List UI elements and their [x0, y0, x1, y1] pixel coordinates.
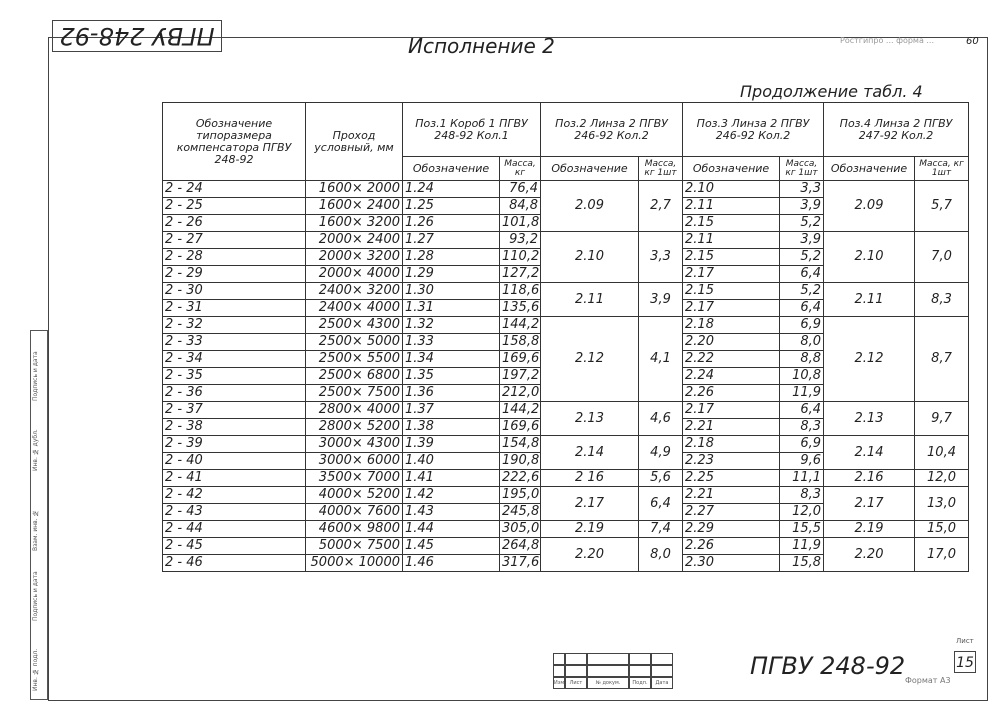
table-row — [163, 487, 969, 504]
pos2-mass: 3,3 — [639, 232, 683, 283]
pos1-designation: 1.36 — [403, 385, 500, 402]
pos3-designation: 2.11 — [683, 198, 780, 215]
table-row — [163, 538, 969, 555]
nominal-passage: 3500× 7000 — [306, 470, 403, 487]
table-row — [163, 181, 969, 198]
pos1-designation: 1.33 — [403, 334, 500, 351]
typesize-code: 2 - 38 — [163, 419, 306, 436]
top-right-note: Ростгипро ... форма ... — [840, 36, 935, 45]
pos1-designation: 1.43 — [403, 504, 500, 521]
pos3-mass: 3,9 — [780, 232, 824, 249]
pos1-mass: 144,2 — [500, 402, 541, 419]
table-continuation-label: Продолжение табл. 4 — [740, 82, 923, 101]
pos1-designation: 1.46 — [403, 555, 500, 572]
side-label-signature-1: Подпись и дата — [32, 571, 39, 621]
pos2-designation: 2.14 — [541, 436, 639, 470]
typesize-code: 2 - 28 — [163, 249, 306, 266]
pos1-designation: 1.38 — [403, 419, 500, 436]
pos2-mass: 3,9 — [639, 283, 683, 317]
nominal-passage: 4000× 5200 — [306, 487, 403, 504]
pos4-designation: 2.09 — [824, 181, 915, 232]
pos3-mass: 15,5 — [780, 521, 824, 538]
typesize-code: 2 - 45 — [163, 538, 306, 555]
pos1-designation: 1.44 — [403, 521, 500, 538]
side-label-vzam-inv: Взам. инв. № — [32, 509, 39, 551]
pos4-mass: 9,7 — [915, 402, 969, 436]
table-row — [163, 470, 969, 487]
pos3-mass: 3,9 — [780, 198, 824, 215]
pos2-designation: 2.11 — [541, 283, 639, 317]
pos1-designation: 1.34 — [403, 351, 500, 368]
nominal-passage: 2800× 5200 — [306, 419, 403, 436]
header-pos4-mass: Масса, кг 1шт — [915, 157, 969, 181]
pos1-mass: 190,8 — [500, 453, 541, 470]
nominal-passage: 2000× 4000 — [306, 266, 403, 283]
pos3-mass: 6,9 — [780, 317, 824, 334]
nominal-passage: 3000× 4300 — [306, 436, 403, 453]
pos2-designation: 2 16 — [541, 470, 639, 487]
pos1-mass: 264,8 — [500, 538, 541, 555]
pos2-designation: 2.12 — [541, 317, 639, 402]
pos1-mass: 144,2 — [500, 317, 541, 334]
pos4-mass: 8,7 — [915, 317, 969, 402]
stamp-doc-number: № докум. — [587, 677, 629, 689]
header-pos2: Поз.2 Линза 2 ПГВУ 246-92 Кол.2 — [541, 103, 683, 157]
pos4-mass: 7,0 — [915, 232, 969, 283]
typesize-code: 2 - 25 — [163, 198, 306, 215]
pos1-mass: 118,6 — [500, 283, 541, 300]
typesize-code: 2 - 33 — [163, 334, 306, 351]
pos2-mass: 4,6 — [639, 402, 683, 436]
pos3-designation: 2.21 — [683, 487, 780, 504]
header-pos2-mass: Масса, кг 1шт — [639, 157, 683, 181]
header-pos4-designation: Обозначение — [824, 157, 915, 181]
pos2-designation: 2.17 — [541, 487, 639, 521]
pos3-designation: 2.24 — [683, 368, 780, 385]
table-row — [163, 232, 969, 249]
nominal-passage: 1600× 3200 — [306, 215, 403, 232]
page-heading: Исполнение 2 — [408, 34, 555, 58]
header-pos3-designation: Обозначение — [683, 157, 780, 181]
pos4-mass: 12,0 — [915, 470, 969, 487]
pos3-mass: 5,2 — [780, 249, 824, 266]
pos1-designation: 1.26 — [403, 215, 500, 232]
pos3-designation: 2.25 — [683, 470, 780, 487]
pos1-mass: 84,8 — [500, 198, 541, 215]
pos1-mass: 76,4 — [500, 181, 541, 198]
typesize-code: 2 - 37 — [163, 402, 306, 419]
bottom-document-code: ПГВУ 248-92 — [750, 652, 906, 680]
pos3-designation: 2.26 — [683, 538, 780, 555]
nominal-passage: 4600× 9800 — [306, 521, 403, 538]
pos1-mass: 158,8 — [500, 334, 541, 351]
typesize-code: 2 - 29 — [163, 266, 306, 283]
pos3-mass: 3,3 — [780, 181, 824, 198]
pos1-mass: 197,2 — [500, 368, 541, 385]
pos4-designation: 2.11 — [824, 283, 915, 317]
typesize-code: 2 - 46 — [163, 555, 306, 572]
header-pos1: Поз.1 Короб 1 ПГВУ 248-92 Кол.1 — [403, 103, 541, 157]
pos3-designation: 2.15 — [683, 215, 780, 232]
typesize-code: 2 - 32 — [163, 317, 306, 334]
left-margin-strip — [30, 330, 48, 700]
pos3-mass: 11,9 — [780, 538, 824, 555]
pos2-mass: 5,6 — [639, 470, 683, 487]
title-block-stamp — [553, 653, 703, 689]
stamp-signature: Подп. — [629, 677, 651, 689]
pos1-mass: 101,8 — [500, 215, 541, 232]
pos1-designation: 1.27 — [403, 232, 500, 249]
nominal-passage: 2000× 2400 — [306, 232, 403, 249]
pos1-designation: 1.31 — [403, 300, 500, 317]
pos1-mass: 169,6 — [500, 351, 541, 368]
pos1-mass: 305,0 — [500, 521, 541, 538]
pos1-mass: 212,0 — [500, 385, 541, 402]
pos3-mass: 6,9 — [780, 436, 824, 453]
typesize-code: 2 - 36 — [163, 385, 306, 402]
pos4-designation: 2.17 — [824, 487, 915, 521]
pos3-mass: 6,4 — [780, 402, 824, 419]
sheet-number: 15 — [954, 651, 976, 673]
pos3-designation: 2.26 — [683, 385, 780, 402]
pos3-designation: 2.18 — [683, 436, 780, 453]
pos2-mass: 7,4 — [639, 521, 683, 538]
pos2-designation: 2.19 — [541, 521, 639, 538]
pos3-mass: 8,3 — [780, 419, 824, 436]
nominal-passage: 2500× 4300 — [306, 317, 403, 334]
pos3-mass: 8,3 — [780, 487, 824, 504]
table-row — [163, 402, 969, 419]
stamp-date: Дата — [651, 677, 673, 689]
typesize-code: 2 - 44 — [163, 521, 306, 538]
pos3-mass: 6,4 — [780, 300, 824, 317]
pos3-designation: 2.11 — [683, 232, 780, 249]
pos1-designation: 1.40 — [403, 453, 500, 470]
table-row — [163, 283, 969, 300]
pos3-designation: 2.17 — [683, 300, 780, 317]
nominal-passage: 2400× 4000 — [306, 300, 403, 317]
pos4-mass: 15,0 — [915, 521, 969, 538]
pos3-mass: 15,8 — [780, 555, 824, 572]
pos1-designation: 1.24 — [403, 181, 500, 198]
pos3-mass: 5,2 — [780, 283, 824, 300]
pos3-mass: 11,1 — [780, 470, 824, 487]
typesize-code: 2 - 31 — [163, 300, 306, 317]
pos4-designation: 2.10 — [824, 232, 915, 283]
typesize-code: 2 - 39 — [163, 436, 306, 453]
specification-table — [162, 102, 969, 572]
pos1-mass: 317,6 — [500, 555, 541, 572]
typesize-code: 2 - 40 — [163, 453, 306, 470]
nominal-passage: 3000× 6000 — [306, 453, 403, 470]
typesize-code: 2 - 24 — [163, 181, 306, 198]
header-pos3-mass: Масса, кг 1шт — [780, 157, 824, 181]
pos3-designation: 2.20 — [683, 334, 780, 351]
pos3-designation: 2.29 — [683, 521, 780, 538]
pos4-designation: 2.12 — [824, 317, 915, 402]
typesize-code: 2 - 26 — [163, 215, 306, 232]
pos4-designation: 2.16 — [824, 470, 915, 487]
table-body — [163, 181, 969, 572]
pos1-mass: 195,0 — [500, 487, 541, 504]
nominal-passage: 2500× 5500 — [306, 351, 403, 368]
pos4-designation: 2.19 — [824, 521, 915, 538]
typesize-code: 2 - 27 — [163, 232, 306, 249]
pos1-designation: 1.30 — [403, 283, 500, 300]
typesize-code: 2 - 34 — [163, 351, 306, 368]
pos2-mass: 6,4 — [639, 487, 683, 521]
typesize-code: 2 - 43 — [163, 504, 306, 521]
side-label-inv-dubl: Инв. № дубл. — [32, 429, 39, 471]
side-label-inv-podl: Инв. № подл. — [32, 648, 39, 691]
pos3-mass: 10,8 — [780, 368, 824, 385]
pos1-designation: 1.39 — [403, 436, 500, 453]
pos3-designation: 2.15 — [683, 283, 780, 300]
pos4-designation: 2.14 — [824, 436, 915, 470]
typesize-code: 2 - 41 — [163, 470, 306, 487]
pos3-mass: 8,8 — [780, 351, 824, 368]
pos3-designation: 2.23 — [683, 453, 780, 470]
pos3-designation: 2.21 — [683, 419, 780, 436]
pos3-mass: 5,2 — [780, 215, 824, 232]
pos1-designation: 1.37 — [403, 402, 500, 419]
typesize-code: 2 - 30 — [163, 283, 306, 300]
pos1-designation: 1.32 — [403, 317, 500, 334]
pos2-mass: 4,9 — [639, 436, 683, 470]
pos4-designation: 2.20 — [824, 538, 915, 572]
stamp-izm: Изм. — [553, 677, 565, 689]
pos4-mass: 8,3 — [915, 283, 969, 317]
pos1-designation: 1.41 — [403, 470, 500, 487]
header-designation-typesize: Обозначение типоразмера компенсатора ПГВУ 248-92 — [163, 103, 306, 181]
header-pos1-designation: Обозначение — [403, 157, 500, 181]
table-row — [163, 436, 969, 453]
pos2-designation: 2.10 — [541, 232, 639, 283]
pos1-designation: 1.35 — [403, 368, 500, 385]
pos2-mass: 2,7 — [639, 181, 683, 232]
pos3-designation: 2.15 — [683, 249, 780, 266]
nominal-passage: 2000× 3200 — [306, 249, 403, 266]
pos1-mass: 135,6 — [500, 300, 541, 317]
pos3-designation: 2.27 — [683, 504, 780, 521]
pos1-mass: 127,2 — [500, 266, 541, 283]
nominal-passage: 4000× 7600 — [306, 504, 403, 521]
table-row — [163, 317, 969, 334]
nominal-passage: 2500× 6800 — [306, 368, 403, 385]
pos1-designation: 1.29 — [403, 266, 500, 283]
pos3-mass: 9,6 — [780, 453, 824, 470]
header-pos2-designation: Обозначение — [541, 157, 639, 181]
nominal-passage: 5000× 7500 — [306, 538, 403, 555]
header-nominal-passage: Проход условный, мм — [306, 103, 403, 181]
pos3-designation: 2.18 — [683, 317, 780, 334]
pos1-designation: 1.42 — [403, 487, 500, 504]
pos3-mass: 8,0 — [780, 334, 824, 351]
nominal-passage: 2800× 4000 — [306, 402, 403, 419]
table-row — [163, 521, 969, 538]
pos1-mass: 154,8 — [500, 436, 541, 453]
typesize-code: 2 - 42 — [163, 487, 306, 504]
pos2-mass: 8,0 — [639, 538, 683, 572]
nominal-passage: 1600× 2000 — [306, 181, 403, 198]
pos4-mass: 5,7 — [915, 181, 969, 232]
pos2-designation: 2.09 — [541, 181, 639, 232]
pos1-mass: 110,2 — [500, 249, 541, 266]
pos1-designation: 1.28 — [403, 249, 500, 266]
header-pos3: Поз.3 Линза 2 ПГВУ 246-92 Кол.2 — [683, 103, 824, 157]
pos3-designation: 2.17 — [683, 402, 780, 419]
pos3-mass: 12,0 — [780, 504, 824, 521]
pos2-mass: 4,1 — [639, 317, 683, 402]
pos1-mass: 93,2 — [500, 232, 541, 249]
nominal-passage: 1600× 2400 — [306, 198, 403, 215]
pos2-designation: 2.13 — [541, 402, 639, 436]
stamp-list: Лист — [565, 677, 587, 689]
format-note: Формат А3 — [905, 676, 951, 685]
pos3-designation: 2.10 — [683, 181, 780, 198]
pos3-designation: 2.22 — [683, 351, 780, 368]
top-page-number: 60 — [966, 36, 979, 47]
pos4-mass: 10,4 — [915, 436, 969, 470]
nominal-passage: 5000× 10000 — [306, 555, 403, 572]
header-pos1-mass: Масса, кг — [500, 157, 541, 181]
pos1-designation: 1.45 — [403, 538, 500, 555]
pos4-mass: 17,0 — [915, 538, 969, 572]
pos1-mass: 245,8 — [500, 504, 541, 521]
pos1-mass: 222,6 — [500, 470, 541, 487]
top-document-code: ПГВУ 248-92 — [52, 20, 222, 52]
pos3-designation: 2.30 — [683, 555, 780, 572]
nominal-passage: 2400× 3200 — [306, 283, 403, 300]
pos3-mass: 11,9 — [780, 385, 824, 402]
typesize-code: 2 - 35 — [163, 368, 306, 385]
pos4-mass: 13,0 — [915, 487, 969, 521]
pos1-designation: 1.25 — [403, 198, 500, 215]
nominal-passage: 2500× 5000 — [306, 334, 403, 351]
side-label-signature-2: Подпись и дата — [32, 351, 39, 401]
header-pos4: Поз.4 Линза 2 ПГВУ 247-92 Кол.2 — [824, 103, 969, 157]
pos3-designation: 2.17 — [683, 266, 780, 283]
pos1-mass: 169,6 — [500, 419, 541, 436]
sheet-label: Лист — [956, 637, 974, 645]
pos4-designation: 2.13 — [824, 402, 915, 436]
nominal-passage: 2500× 7500 — [306, 385, 403, 402]
pos3-mass: 6,4 — [780, 266, 824, 283]
pos2-designation: 2.20 — [541, 538, 639, 572]
